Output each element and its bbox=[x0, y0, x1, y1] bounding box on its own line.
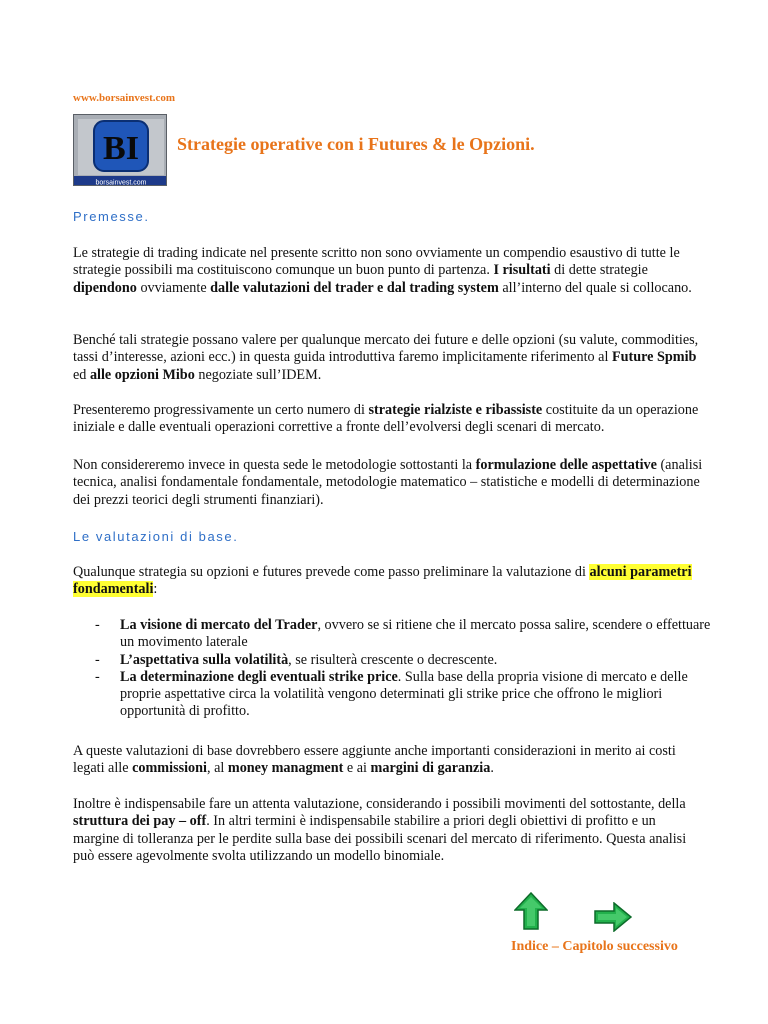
text-run: e ai bbox=[343, 760, 371, 777]
document-title: Strategie operative con i Futures & le Opzioni. bbox=[177, 134, 535, 154]
text-run: ovviamente bbox=[136, 279, 211, 296]
site-url[interactable]: www.borsainvest.com bbox=[73, 92, 176, 104]
section-heading-valutazioni: Le valutazioni di base. bbox=[73, 529, 239, 544]
list-dash: - bbox=[95, 651, 100, 668]
bi-logo-icon bbox=[73, 114, 167, 186]
list-dash: - bbox=[95, 668, 100, 685]
list-item-text bbox=[120, 669, 688, 720]
text-run: Inoltre è indispensabile fare un attenta valutazione, considerando i possibili movimenti del sottostante, della bbox=[73, 796, 686, 812]
paragraph-premesse-3 bbox=[73, 402, 703, 437]
parameters-list bbox=[73, 617, 713, 721]
bold-text: La visione di mercato del Trader bbox=[120, 617, 318, 633]
bold-text: Future Spmib bbox=[611, 349, 697, 366]
bold-text: money managment bbox=[227, 760, 344, 777]
next-chapter-link[interactable]: Capitolo successivo bbox=[562, 939, 678, 954]
text-run: . Sulla base della propria visione di mercato e delle proprie aspettative circa la volatilità vengono determinati gli strike price che offrono le migliori opportunità di profitto. bbox=[120, 668, 688, 720]
list-item bbox=[73, 617, 713, 652]
list-item bbox=[73, 669, 713, 721]
list-item-text bbox=[120, 617, 710, 650]
text-run: Benché tali strategie possano valere per qualunque mercato dei future e delle opzioni (su valute, commodities, tassi d’interesse, azioni ecc.) in questa guida introduttiva faremo implicitamente riferimento al bbox=[73, 332, 699, 366]
paragraph-premesse-4 bbox=[73, 457, 703, 509]
bold-text: alcuni parametri fondamentali bbox=[73, 564, 692, 598]
bold-text: formulazione delle aspettative bbox=[475, 457, 657, 473]
text-run: Non considereremo invece in questa sede le metodologie sottostanti la bbox=[73, 457, 476, 473]
bold-text: dalle valutazioni del trader e dal trading system bbox=[210, 279, 499, 296]
paragraph-premesse-1 bbox=[73, 245, 703, 297]
bold-text: I risultati bbox=[493, 262, 551, 279]
text-run: di dette strategie bbox=[550, 262, 648, 279]
nav-separator: – bbox=[548, 939, 563, 954]
text-run: ed bbox=[73, 366, 90, 383]
text-run: Qualunque strategia su opzioni e futures prevede come passo preliminare la valutazione di bbox=[73, 564, 590, 580]
text-run: (analisi tecnica, analisi fondamentale fondamentale, metodologie matematico – statistiche e modelli di determinazione dei prezzi teorici degli strumenti finanziari). bbox=[73, 457, 703, 508]
paragraph-pay-off bbox=[73, 796, 703, 865]
list-dash: - bbox=[95, 617, 100, 633]
chapter-navigation bbox=[511, 939, 678, 955]
text-run: A queste valutazioni di base dovrebbero essere aggiunte anche importanti considerazioni in merito ai costi legati alle bbox=[73, 743, 676, 777]
paragraph-valutazioni-intro bbox=[73, 564, 703, 599]
text-run: , ovvero se si ritiene che il mercato possa salire, scendere o effettuare un movimento laterale bbox=[120, 617, 711, 651]
bold-text: struttura dei pay – off bbox=[73, 813, 207, 830]
text-run: , al bbox=[206, 760, 228, 777]
index-link[interactable]: Indice bbox=[511, 939, 549, 954]
section-heading-premesse: Premesse. bbox=[73, 209, 150, 224]
text-run: , se risulterà crescente o decrescente. bbox=[288, 651, 498, 668]
text-run: . In altri termini è indispensabile stabilire a priori degli obiettivi di profitto e un margine di tolleranza per le perdite sulla base dei possibili scenari del mercato di riferimento. Questa analisi può essere agevolmente svolta utilizzando un modello binomiale. bbox=[73, 813, 687, 864]
logo-text: borsainvest.com bbox=[95, 179, 147, 186]
text-run: : bbox=[153, 581, 158, 598]
bold-text: alle opzioni Mibo bbox=[89, 366, 195, 383]
up-arrow-icon[interactable] bbox=[514, 892, 548, 930]
bold-text: L’aspettativa sulla volatilità bbox=[120, 651, 289, 668]
paragraph-costi bbox=[73, 743, 703, 778]
bold-text: commissioni bbox=[132, 760, 207, 777]
text-run: costituite da un operazione iniziale e dalle eventuali operazioni correttive a fronte dell’evolversi degli scenari di mercato. bbox=[73, 402, 699, 436]
bold-text: strategie rialziste e ribassiste bbox=[368, 402, 543, 418]
text-run: . bbox=[490, 760, 494, 777]
text-run: all’interno del quale si collocano. bbox=[498, 279, 692, 296]
bold-text: La determinazione degli eventuali strike price bbox=[120, 668, 398, 685]
svg-text:BI: BI bbox=[103, 130, 139, 167]
bold-text: dipendono bbox=[73, 279, 137, 296]
text-run: Le strategie di trading indicate nel presente scritto non sono ovviamente un compendio esaustivo di tutte le strategie possibili ma costituiscono comunque un buon punto di partenza. bbox=[73, 245, 680, 279]
list-item-text bbox=[120, 652, 497, 668]
list-item bbox=[73, 652, 713, 669]
text-run: negoziate sull’IDEM. bbox=[194, 366, 322, 383]
text-run: Presenteremo progressivamente un certo numero di bbox=[73, 402, 369, 418]
bold-text: margini di garanzia bbox=[370, 760, 491, 777]
right-arrow-icon[interactable] bbox=[594, 902, 632, 932]
paragraph-premesse-2 bbox=[73, 332, 703, 384]
